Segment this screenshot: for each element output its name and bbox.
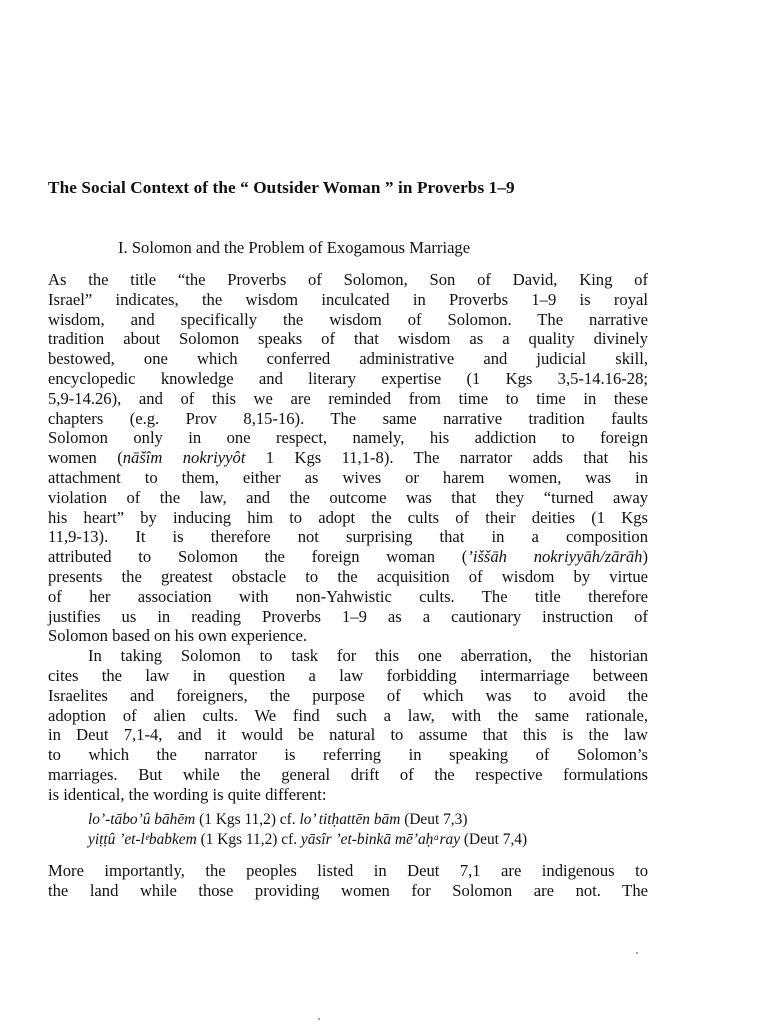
- scan-speck: [318, 1018, 320, 1020]
- text-line: of her association with non-Yahwistic cults. The title therefore: [48, 586, 648, 606]
- text-line: Solomon only in one respect, namely, his addiction to foreign: [48, 428, 648, 448]
- text-segment: attributed to Solomon the foreign woman (: [48, 547, 468, 567]
- text-line: marriages. But while the general drift of the respective formulations: [48, 764, 648, 784]
- text-segment: (1 Kgs 11,2) cf.: [196, 830, 301, 848]
- text-line: 11,9-13). It is therefore not surprising that in a composition: [48, 527, 648, 547]
- section-heading: I. Solomon and the Problem of Exogamous Marriage: [118, 238, 471, 257]
- article-title: The Social Context of the “ Outsider Woman ” in Proverbs 1–9: [48, 178, 515, 197]
- example-line: [88, 830, 648, 850]
- text-line: in Deut 7,1-4, and it would be natural to assume that this is the law: [48, 725, 648, 745]
- text-line: his heart” by inducing him to adopt the cults of their deities (1 Kgs: [48, 507, 648, 527]
- paragraph-1: [48, 270, 648, 646]
- text-line: bestowed, one which conferred administrative and judicial skill,: [48, 349, 648, 369]
- text-line: 5,9-14.26), and of this we are reminded from time to time in these: [48, 388, 648, 408]
- transliteration: lo’-tābo’û bāhēm: [88, 811, 196, 828]
- text-line: chapters (e.g. Prov 8,15-16). The same narrative tradition faults: [48, 408, 648, 428]
- text-line: Solomon based on his own experience.: [48, 626, 307, 646]
- text-line: tradition about Solomon speaks of that wisdom as a quality divinely: [48, 329, 648, 349]
- text-line: Israelites and foreigners, the purpose of which was to avoid the: [48, 685, 648, 705]
- transliteration: nāšîm nokriyyôt: [122, 448, 246, 468]
- text-line: the land while those providing women for Solomon are not. The: [48, 880, 648, 900]
- text-line: is identical, the wording is quite different:: [48, 784, 327, 804]
- text-line: cites the law in question a law forbidding intermarriage between: [48, 665, 648, 685]
- paragraph-2: [48, 646, 648, 804]
- text-line: adoption of alien cults. We find such a law, with the same rationale,: [48, 705, 648, 725]
- text-line: Israel” indicates, the wisdom inculcated in Proverbs 1–9 is royal: [48, 289, 648, 309]
- text-segment: (Deut 7,4): [460, 830, 528, 848]
- text-line: violation of the law, and the outcome was that they “turned away: [48, 487, 648, 507]
- text-line: [48, 547, 648, 567]
- transliteration: yāsîr ’et-binkā mē’aḥᵃray: [300, 830, 461, 848]
- text-segment: (1 Kgs 11,2) cf.: [195, 811, 300, 828]
- paragraph-3: [48, 861, 648, 901]
- transliteration: lo’ titḥattēn bām: [299, 811, 401, 828]
- text-line: More importantly, the peoples listed in Deut 7,1 are indigenous to: [48, 861, 648, 880]
- text-line: [48, 448, 648, 468]
- scan-speck: [636, 952, 638, 954]
- text-segment: women (: [48, 448, 123, 468]
- text-line: presents the greatest obstacle to the acquisition of wisdom by virtue: [48, 566, 648, 586]
- text-line: In taking Solomon to task for this one aberration, the historian: [88, 646, 648, 666]
- examples-block: [88, 810, 648, 849]
- text-line: encyclopedic knowledge and literary expertise (1 Kgs 3,5-14.16-28;: [48, 368, 648, 388]
- transliteration: ’iššāh nokriyyāh/zārāh: [467, 547, 643, 567]
- text-line: attachment to them, either as wives or harem women, was in: [48, 467, 648, 487]
- text-line: justifies us in reading Proverbs 1–9 as a cautionary instruction of: [48, 606, 648, 626]
- example-line: [88, 810, 648, 830]
- text-line: As the title “the Proverbs of Solomon, Son of David, King of: [48, 270, 648, 289]
- text-segment: (Deut 7,3): [400, 811, 468, 828]
- text-segment: 1 Kgs 11,1-8). The narrator adds that his: [245, 448, 648, 468]
- text-line: to which the narrator is referring in speaking of Solomon’s: [48, 745, 648, 765]
- text-line: wisdom, and specifically the wisdom of Solomon. The narrative: [48, 309, 648, 329]
- body-text: [48, 270, 648, 805]
- text-segment: ): [642, 547, 648, 567]
- transliteration: yiṭṭû ’et-lᵉbabkem: [88, 830, 197, 848]
